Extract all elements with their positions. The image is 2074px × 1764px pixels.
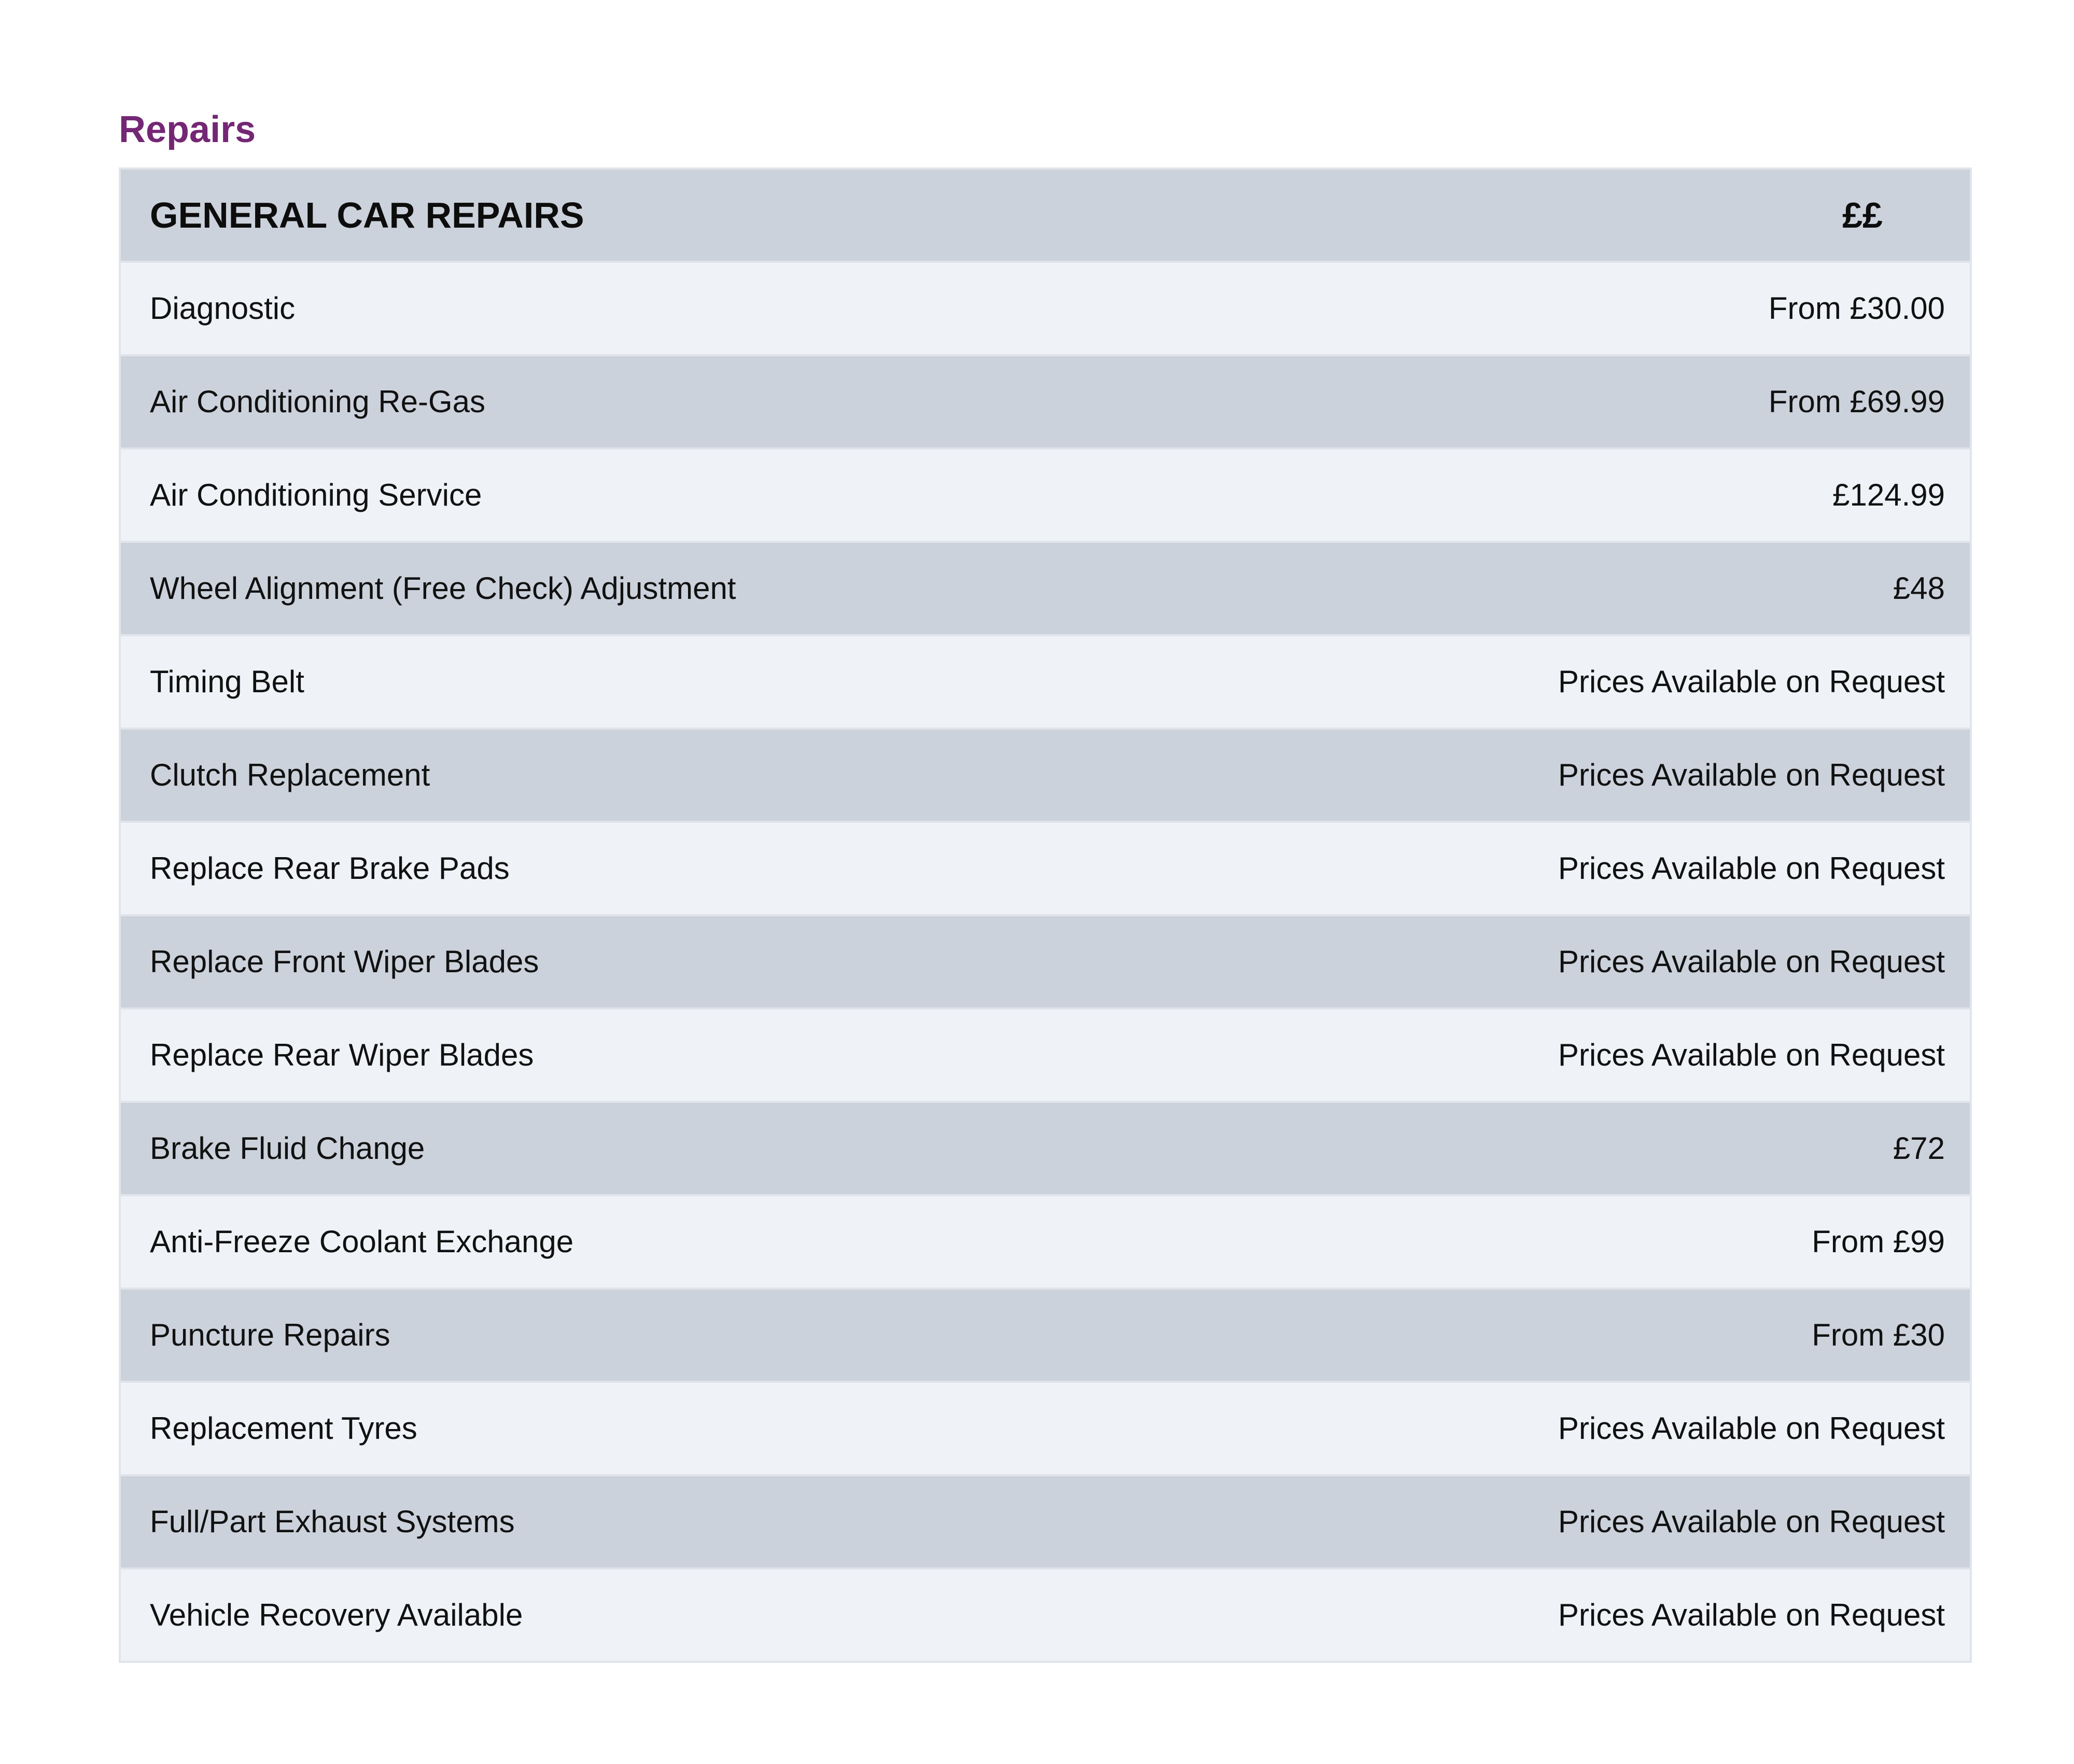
table-row xyxy=(119,823,1972,916)
table-row xyxy=(119,730,1972,823)
table-row xyxy=(119,916,1972,1010)
service-name: Clutch Replacement xyxy=(150,758,430,792)
service-name: Replace Rear Wiper Blades xyxy=(150,1038,534,1072)
service-price: Prices Available on Request xyxy=(1558,664,1945,699)
table-row xyxy=(119,1103,1972,1196)
table-row xyxy=(119,636,1972,730)
header-price: ££ xyxy=(1842,195,1883,235)
service-name: Replace Rear Brake Pads xyxy=(150,851,510,886)
table-row xyxy=(119,1383,1972,1476)
table-header-row xyxy=(119,170,1972,263)
service-name: Vehicle Recovery Available xyxy=(150,1598,523,1632)
price-table xyxy=(119,167,1972,1663)
table-row xyxy=(119,1570,1972,1663)
header-service: GENERAL CAR REPAIRS xyxy=(150,195,584,235)
table-row xyxy=(119,356,1972,450)
table-row xyxy=(119,450,1972,543)
table-row xyxy=(119,543,1972,636)
service-price: Prices Available on Request xyxy=(1558,758,1945,792)
service-price: £48 xyxy=(1893,571,1945,606)
service-name: Anti-Freeze Coolant Exchange xyxy=(150,1224,574,1259)
service-name: Brake Fluid Change xyxy=(150,1131,425,1166)
table-row xyxy=(119,1010,1972,1103)
service-name: Air Conditioning Service xyxy=(150,478,482,512)
service-name: Full/Part Exhaust Systems xyxy=(150,1504,515,1539)
table-row xyxy=(119,1476,1972,1570)
service-price: £72 xyxy=(1893,1131,1945,1166)
service-name: Replace Front Wiper Blades xyxy=(150,944,539,979)
service-price: Prices Available on Request xyxy=(1558,1598,1945,1632)
service-price: From £30 xyxy=(1812,1318,1945,1352)
service-name: Wheel Alignment (Free Check) Adjustment xyxy=(150,571,736,606)
service-price: From £30.00 xyxy=(1768,291,1945,326)
section-title: Repairs xyxy=(119,109,256,150)
service-name: Replacement Tyres xyxy=(150,1411,417,1446)
service-price: Prices Available on Request xyxy=(1558,1504,1945,1539)
table-row xyxy=(119,263,1972,356)
service-price: From £99 xyxy=(1812,1224,1945,1259)
service-price: Prices Available on Request xyxy=(1558,1038,1945,1072)
service-price: Prices Available on Request xyxy=(1558,851,1945,886)
service-name: Diagnostic xyxy=(150,291,296,326)
service-price: From £69.99 xyxy=(1768,384,1945,419)
service-name: Puncture Repairs xyxy=(150,1318,390,1352)
table-row xyxy=(119,1196,1972,1290)
service-name: Air Conditioning Re-Gas xyxy=(150,384,485,419)
service-name: Timing Belt xyxy=(150,664,304,699)
service-price: Prices Available on Request xyxy=(1558,1411,1945,1446)
table-row xyxy=(119,1290,1972,1383)
service-price: Prices Available on Request xyxy=(1558,944,1945,979)
service-price: £124.99 xyxy=(1832,478,1945,512)
